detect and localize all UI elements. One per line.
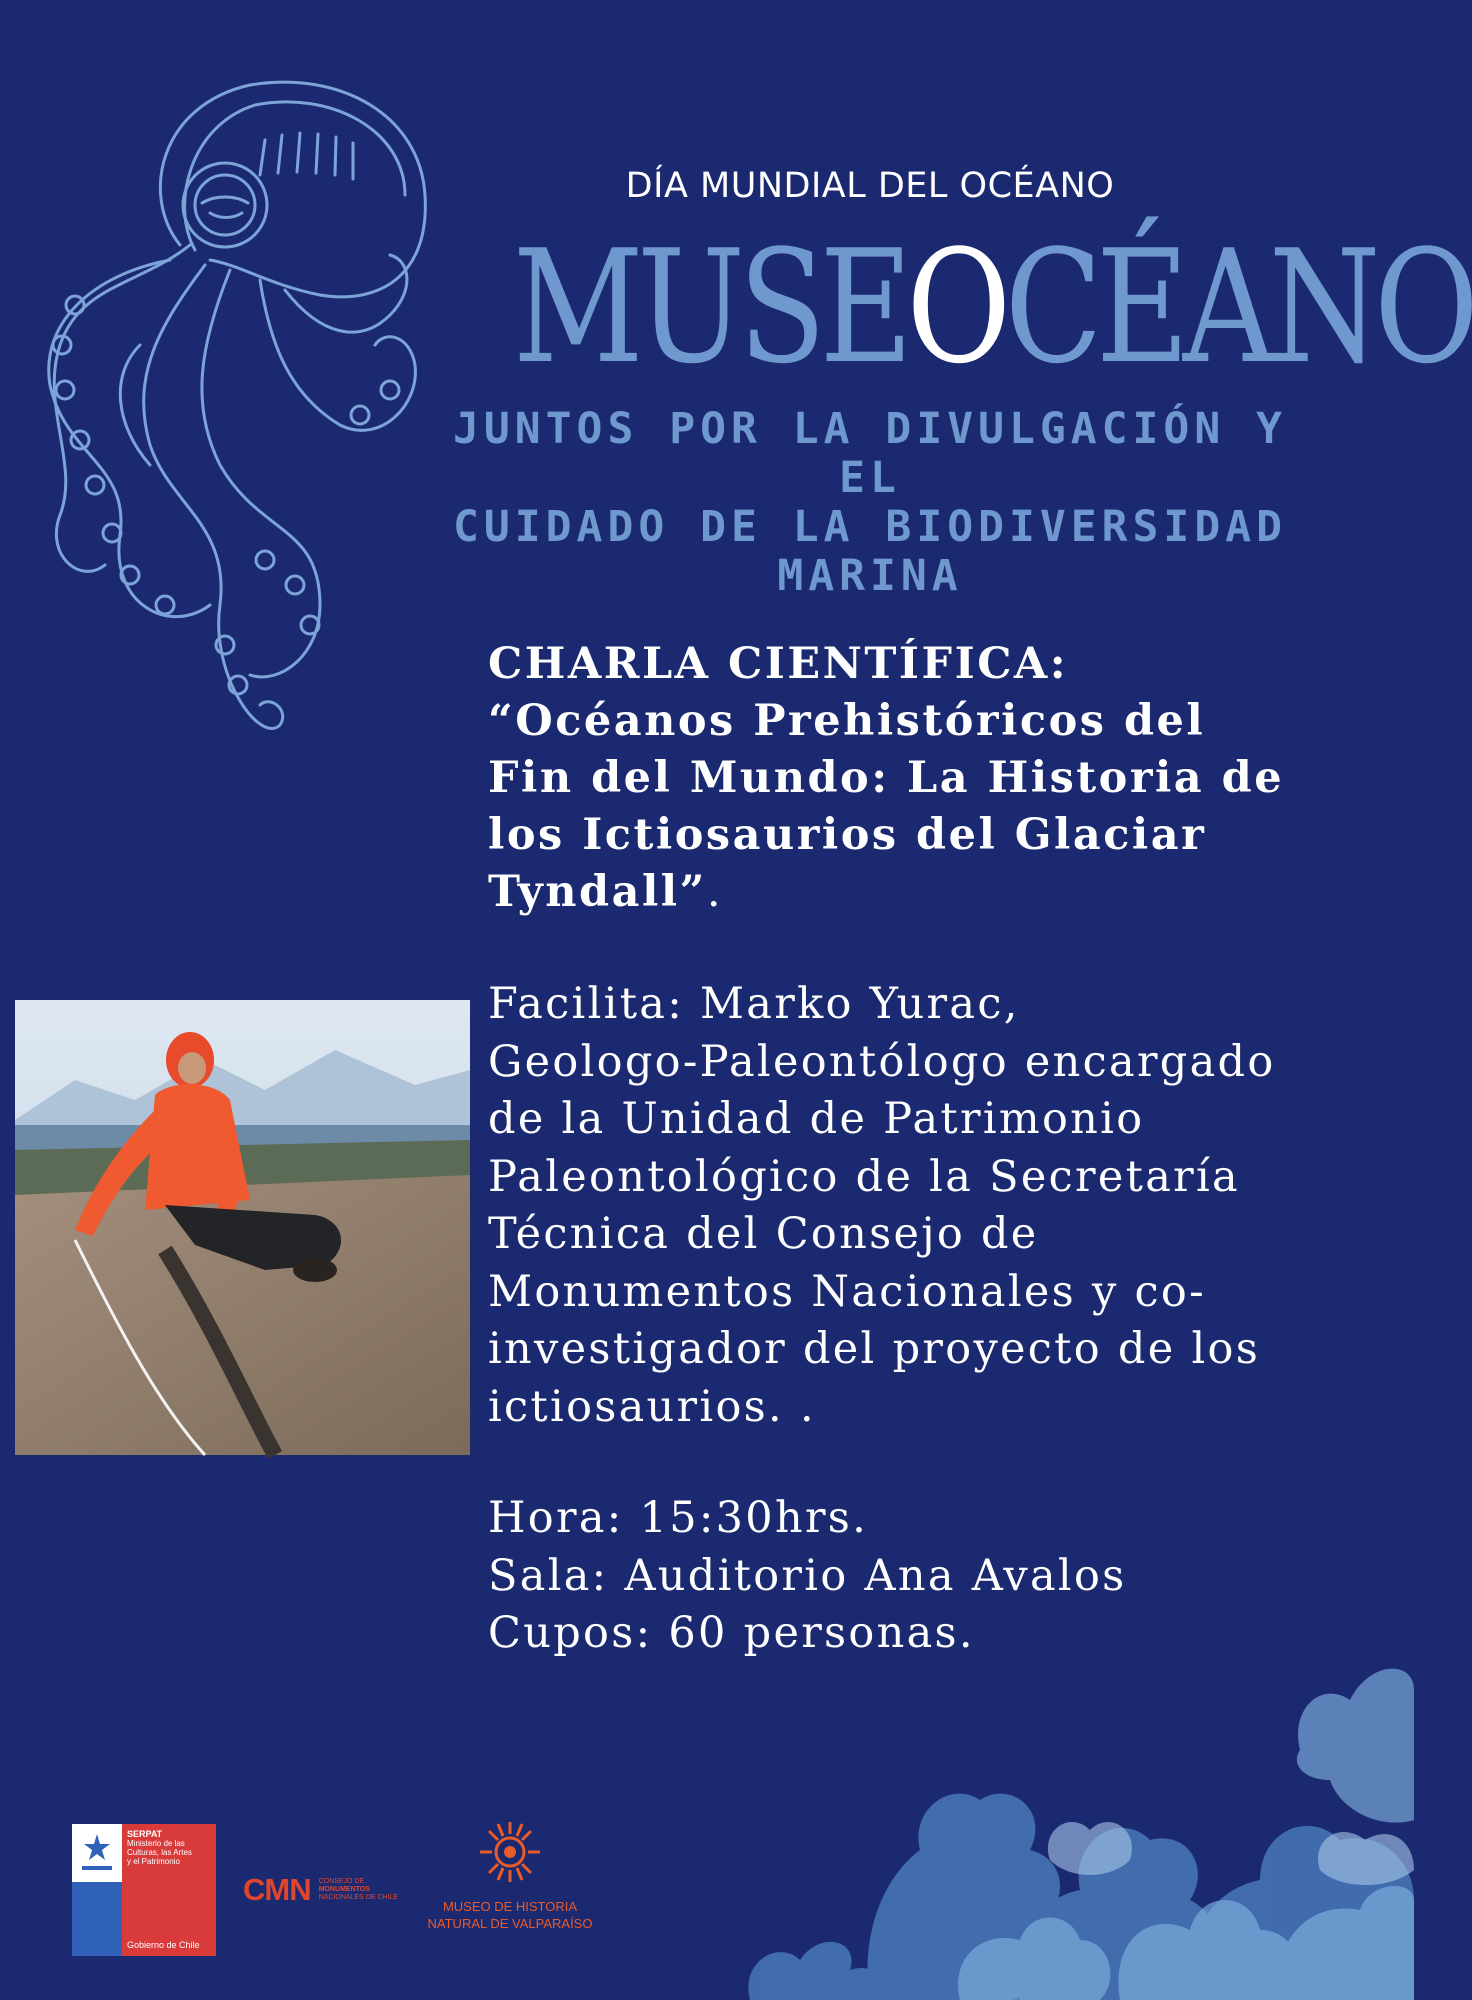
facilitator-line: ictiosaurios. . — [488, 1381, 816, 1432]
talk-line: los Ictiosaurios del Glaciar — [488, 810, 1207, 860]
facilitator-line: de la Unidad de Patrimonio — [488, 1094, 1145, 1144]
coral-decoration — [720, 1640, 1414, 2000]
facilitator-line: Facilita: Marko Yurac, — [488, 979, 1020, 1029]
cmn-name-line: NACIONALES DE CHILE — [318, 1894, 399, 1901]
brand-title — [512, 216, 1472, 398]
event-room: Sala: Auditorio Ana Avalos — [488, 1550, 1127, 1601]
museum-name-line: MUSEO DE HISTORIA — [442, 1899, 578, 1914]
museum-logo — [420, 1812, 600, 1932]
octopus-illustration — [20, 45, 440, 765]
brand-part2: CÉANO — [1004, 216, 1472, 398]
cmn-fullname — [319, 1878, 409, 1902]
speaker-photo — [15, 1000, 470, 1455]
event-details — [488, 1490, 1388, 1663]
serpat-text — [127, 1830, 213, 1866]
brand-part1: MUSE — [512, 216, 907, 398]
event-eyebrow: DÍA MUNDIAL DEL OCÉANO — [625, 166, 1115, 206]
cmn-name-line: CONSEJO DE — [318, 1878, 365, 1885]
museum-name — [420, 1898, 600, 1932]
tagline-line: CUIDADO DE LA BIODIVERSIDAD — [453, 502, 1287, 552]
serpat-ministry-line: y el Patrimonio — [127, 1857, 180, 1866]
facilitator-line: Técnica del Consejo de — [488, 1209, 1039, 1259]
talk-period: . — [706, 867, 724, 917]
facilitator-line: Paleontológico de la Secretaría — [488, 1151, 1240, 1202]
talk-line: Fin del Mundo: La Historia de — [488, 753, 1285, 803]
event-time: Hora: 15:30hrs. — [488, 1493, 869, 1543]
serpat-crest — [72, 1824, 122, 1882]
cmn-name-line: MONUMENTOS — [318, 1886, 370, 1893]
serpat-footer: Gobierno de Chile — [127, 1940, 200, 1950]
talk-line: “Océanos Prehistóricos del — [488, 696, 1206, 746]
serpat-ministry-line: Ministerio de las — [127, 1839, 185, 1848]
cmn-logo — [243, 1872, 409, 1908]
talk-label: CHARLA CIENTÍFICA: — [488, 639, 1069, 689]
facilitator-text — [488, 976, 1388, 1436]
event-capacity: Cupos: 60 personas. — [488, 1608, 975, 1658]
facilitator-line: Geologo-Paleontólogo encargado — [488, 1036, 1276, 1087]
brand-o: O — [906, 216, 1005, 398]
facilitator-line: Monumentos Nacionales y co- — [488, 1266, 1206, 1317]
chile-crest-icon — [72, 1824, 122, 1882]
serpat-ministry-line: Culturas, las Artes — [127, 1848, 192, 1857]
cmn-acronym: CMN — [243, 1872, 311, 1907]
sun-shell-icon — [472, 1812, 548, 1892]
serpat-title: SERPAT — [127, 1829, 163, 1839]
talk-line-last — [488, 864, 1388, 921]
talk-title — [488, 636, 1388, 921]
tagline — [440, 405, 1300, 601]
tagline-line: JUNTOS POR LA DIVULGACIÓN Y EL — [453, 404, 1287, 503]
tagline-line: MARINA — [777, 551, 963, 601]
serpat-logo — [72, 1824, 216, 1956]
talk-line: Tyndall” — [488, 867, 707, 917]
speaker-photo-illustration — [15, 1000, 470, 1455]
facilitator-line: investigador del proyecto de los — [488, 1324, 1261, 1374]
museum-name-line: NATURAL DE VALPARAÍSO — [427, 1916, 593, 1931]
